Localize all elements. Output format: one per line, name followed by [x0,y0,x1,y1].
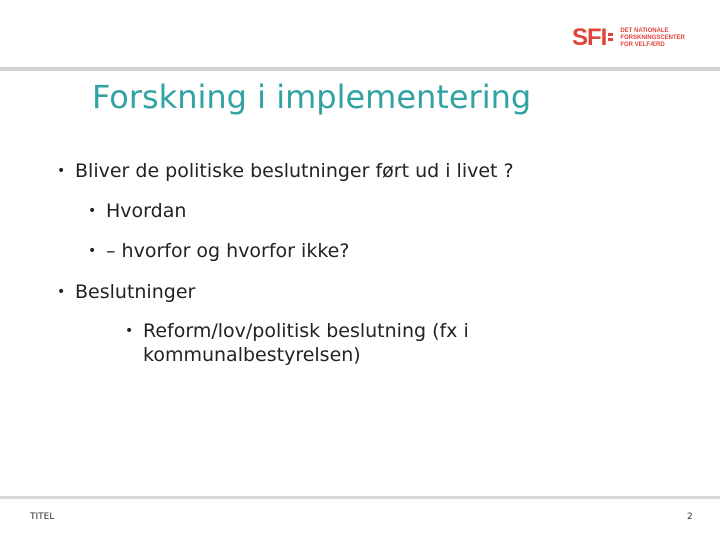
bullet-item-2 [88,199,187,223]
bullet-item-1 [57,159,514,183]
logo-text-line-2: FORSKNINGSCENTER [620,34,686,41]
logo-text [620,28,685,49]
bullet-icon: • [88,243,97,259]
bullet-text: Beslutninger [75,281,196,303]
sfi-logo [572,26,685,50]
bullet-text: Bliver de politiske beslutninger ført ud i livet ? [75,160,514,182]
bullet-text-line-2: kommunalbestyrelsen) [143,344,361,366]
page-number: 2 [687,512,693,522]
bullet-text: Hvordan [106,200,187,222]
logo-text-line-3: FOR VELFÆRD [620,41,665,48]
bullet-item-4 [57,280,196,304]
bullet-item-3 [88,239,350,263]
logo-mark [572,26,614,50]
footer-title-label: TITEL [30,512,55,522]
logo-dots-icon [608,33,614,43]
bullet-text: – hvorfor og hvorfor ikke? [106,240,350,262]
bullet-text-line-1: Reform/lov/politisk beslutning (fx i [143,320,469,342]
bullet-icon: • [57,163,66,179]
logo-text-line-1: DET NATIONALE [620,27,669,34]
footer-divider [0,496,720,499]
bullet-item-5 [125,319,469,367]
bullet-icon: • [57,284,66,300]
logo-mark-text: SFI [572,24,607,51]
bullet-icon: • [125,323,134,339]
slide-title: Forskning i implementering [92,78,532,116]
header-divider [0,67,720,71]
bullet-icon: • [88,203,97,219]
